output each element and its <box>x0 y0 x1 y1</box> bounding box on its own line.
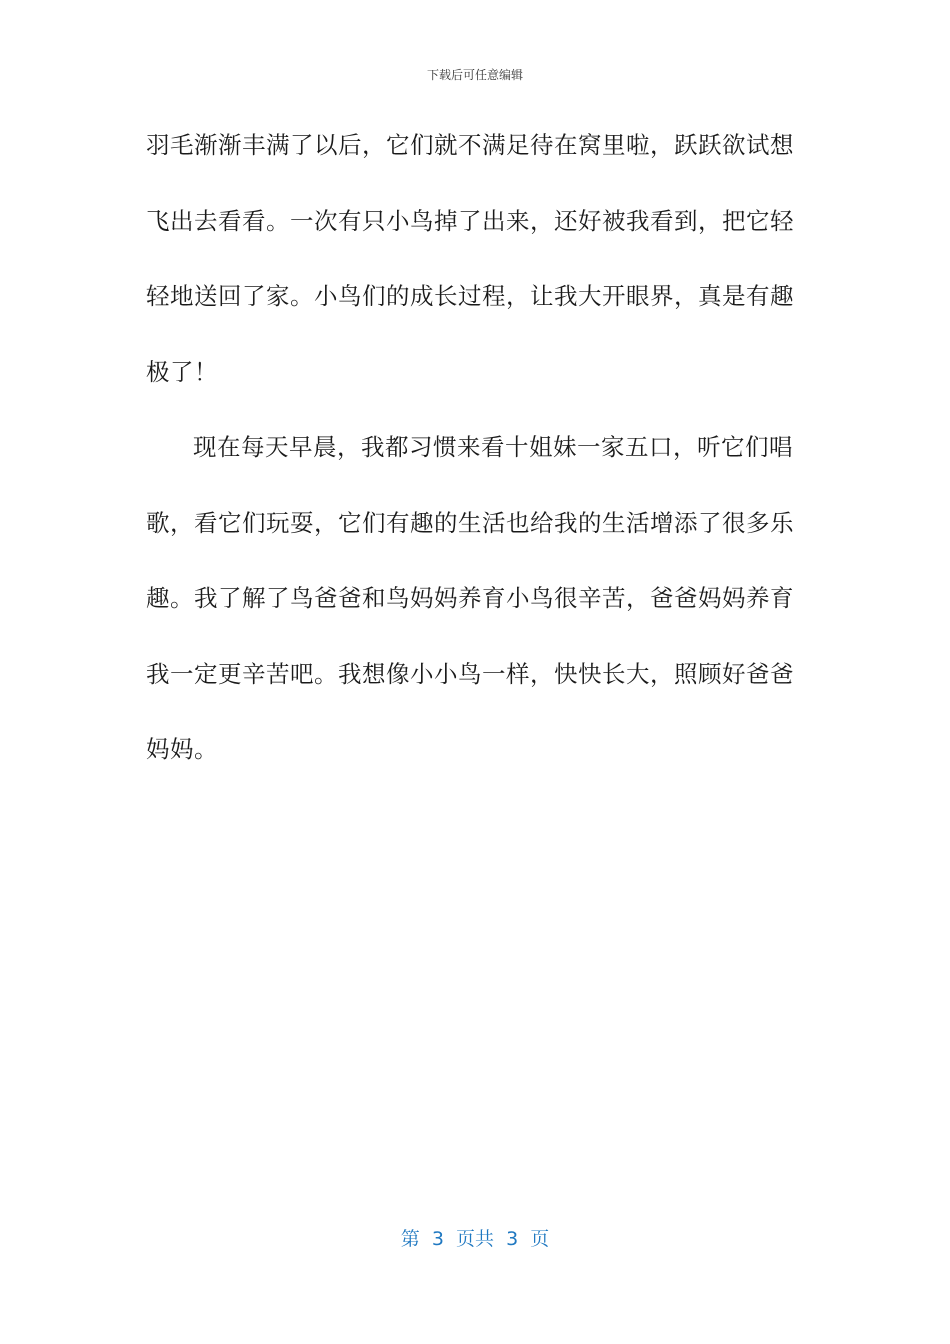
text-line: 轻地送回了家。小鸟们的成长过程，让我大开眼界，真是有趣 <box>146 282 794 310</box>
text-line: 趣。我了解了鸟爸爸和鸟妈妈养育小鸟很辛苦，爸爸妈妈养育 <box>146 584 794 612</box>
text-line: 飞出去看看。一次有只小鸟掉了出来，还好被我看到，把它轻 <box>146 206 794 235</box>
text-line: 歌，看它们玩耍，它们有趣的生活也给我的生活增添了很多乐 <box>146 508 794 537</box>
document-body <box>146 124 794 804</box>
paragraph-end-line: 妈妈。 <box>146 735 218 763</box>
paragraph-end-line: 极了！ <box>146 357 218 386</box>
text-line: 羽毛渐渐丰满了以后，它们就不满足待在窝里啦，跃跃欲试想 <box>146 131 794 159</box>
download-editable-note: 下载后可任意编辑 <box>426 68 523 82</box>
page-number: 第 3 页共 3 页 <box>400 1228 550 1250</box>
paragraph-start-line: 现在每天早晨，我都习惯来看十姐妹一家五口，听它们唱 <box>193 433 793 461</box>
text-line: 我一定更辛苦吧。我想像小小鸟一样，快快长大，照顾好爸爸 <box>146 659 794 688</box>
